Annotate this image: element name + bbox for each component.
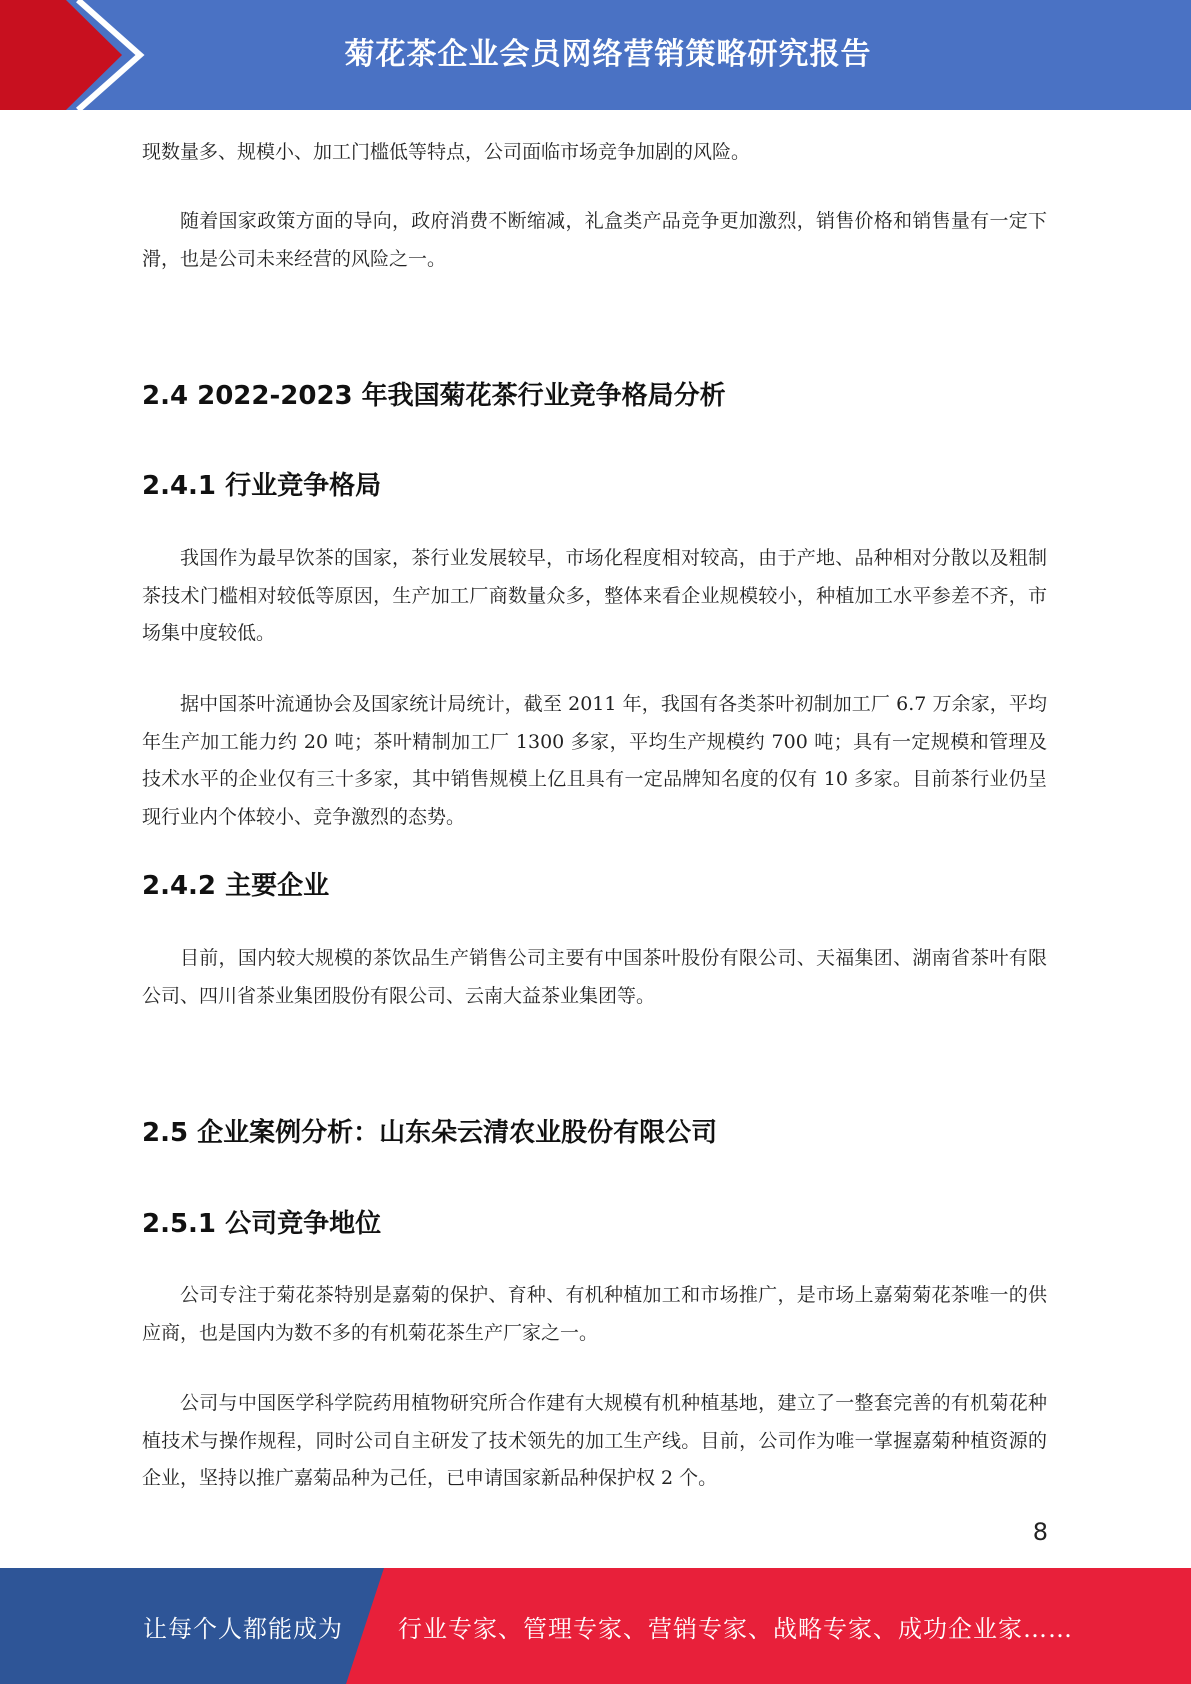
- section-heading-2-4-2: 2.4.2 主要企业: [142, 871, 330, 901]
- paragraph: 目前，国内较大规模的茶饮品生产销售公司主要有中国茶叶股份有限公司、天福集团、湖南省茶叶有限公司、四川省茶业集团股份有限公司、云南大益茶业集团等。: [142, 947, 1047, 1007]
- section-heading-2-5: 2.5 企业案例分析：山东朵云清农业股份有限公司: [142, 1118, 718, 1148]
- paragraph: 随着国家政策方面的导向，政府消费不断缩减，礼盒类产品竞争更加激烈，销售价格和销售量有一定下滑，也是公司未来经营的风险之一。: [142, 210, 1047, 270]
- section-heading-2-5-1: 2.5.1 公司竞争地位: [142, 1209, 382, 1239]
- footer-slogan-left: 让每个人都能成为: [143, 1614, 343, 1643]
- report-title: 菊花茶企业会员网络营销策略研究报告: [344, 37, 872, 72]
- paragraph: 公司与中国医学科学院药用植物研究所合作建有大规模有机种植基地，建立了一整套完善的有机菊花种植技术与操作规程，同时公司自主研发了技术领先的加工生产线。目前，公司作为唯一掌握嘉菊种植资源的企业，坚持以推广嘉菊品种为己任，已申请国家新品种保护权 2 个。: [142, 1392, 1047, 1489]
- section-heading-2-4-1: 2.4.1 行业竞争格局: [142, 471, 382, 501]
- paragraph: 我国作为最早饮茶的国家，茶行业发展较早，市场化程度相对较高，由于产地、品种相对分散以及粗制茶技术门槛相对较低等原因，生产加工厂商数量众多，整体来看企业规模较小，种植加工水平参差不齐，市场集中度较低。: [142, 547, 1047, 644]
- page-number: 8: [1032, 1518, 1048, 1546]
- page-footer: [0, 1568, 1191, 1684]
- paragraph: 公司专注于菊花茶特别是嘉菊的保护、育种、有机种植加工和市场推广，是市场上嘉菊菊花茶唯一的供应商，也是国内为数不多的有机菊花茶生产厂家之一。: [142, 1284, 1047, 1344]
- section-heading-2-4: 2.4 2022-2023 年我国菊花茶行业竞争格局分析: [142, 381, 726, 411]
- page-header: [0, 0, 1191, 110]
- paragraph: 据中国茶叶流通协会及国家统计局统计，截至 2011 年，我国有各类茶叶初制加工厂 6.7 万余家，平均年生产加工能力约 20 吨；茶叶精制加工厂 1300 多家，平均生产规模约 700 吨；具有一定规模和管理及技术水平的企业仅有三十多家，其中销售规模上亿且具有一定品牌知名度的仅有 10 多家。目前茶行业仍呈现行业内个体较小、竞争激烈的态势。: [142, 693, 1047, 828]
- paragraph: 现数量多、规模小、加工门槛低等特点，公司面临市场竞争加剧的风险。: [142, 141, 751, 163]
- footer-slogan-right: 行业专家、管理专家、营销专家、战略专家、成功企业家……: [398, 1614, 1073, 1643]
